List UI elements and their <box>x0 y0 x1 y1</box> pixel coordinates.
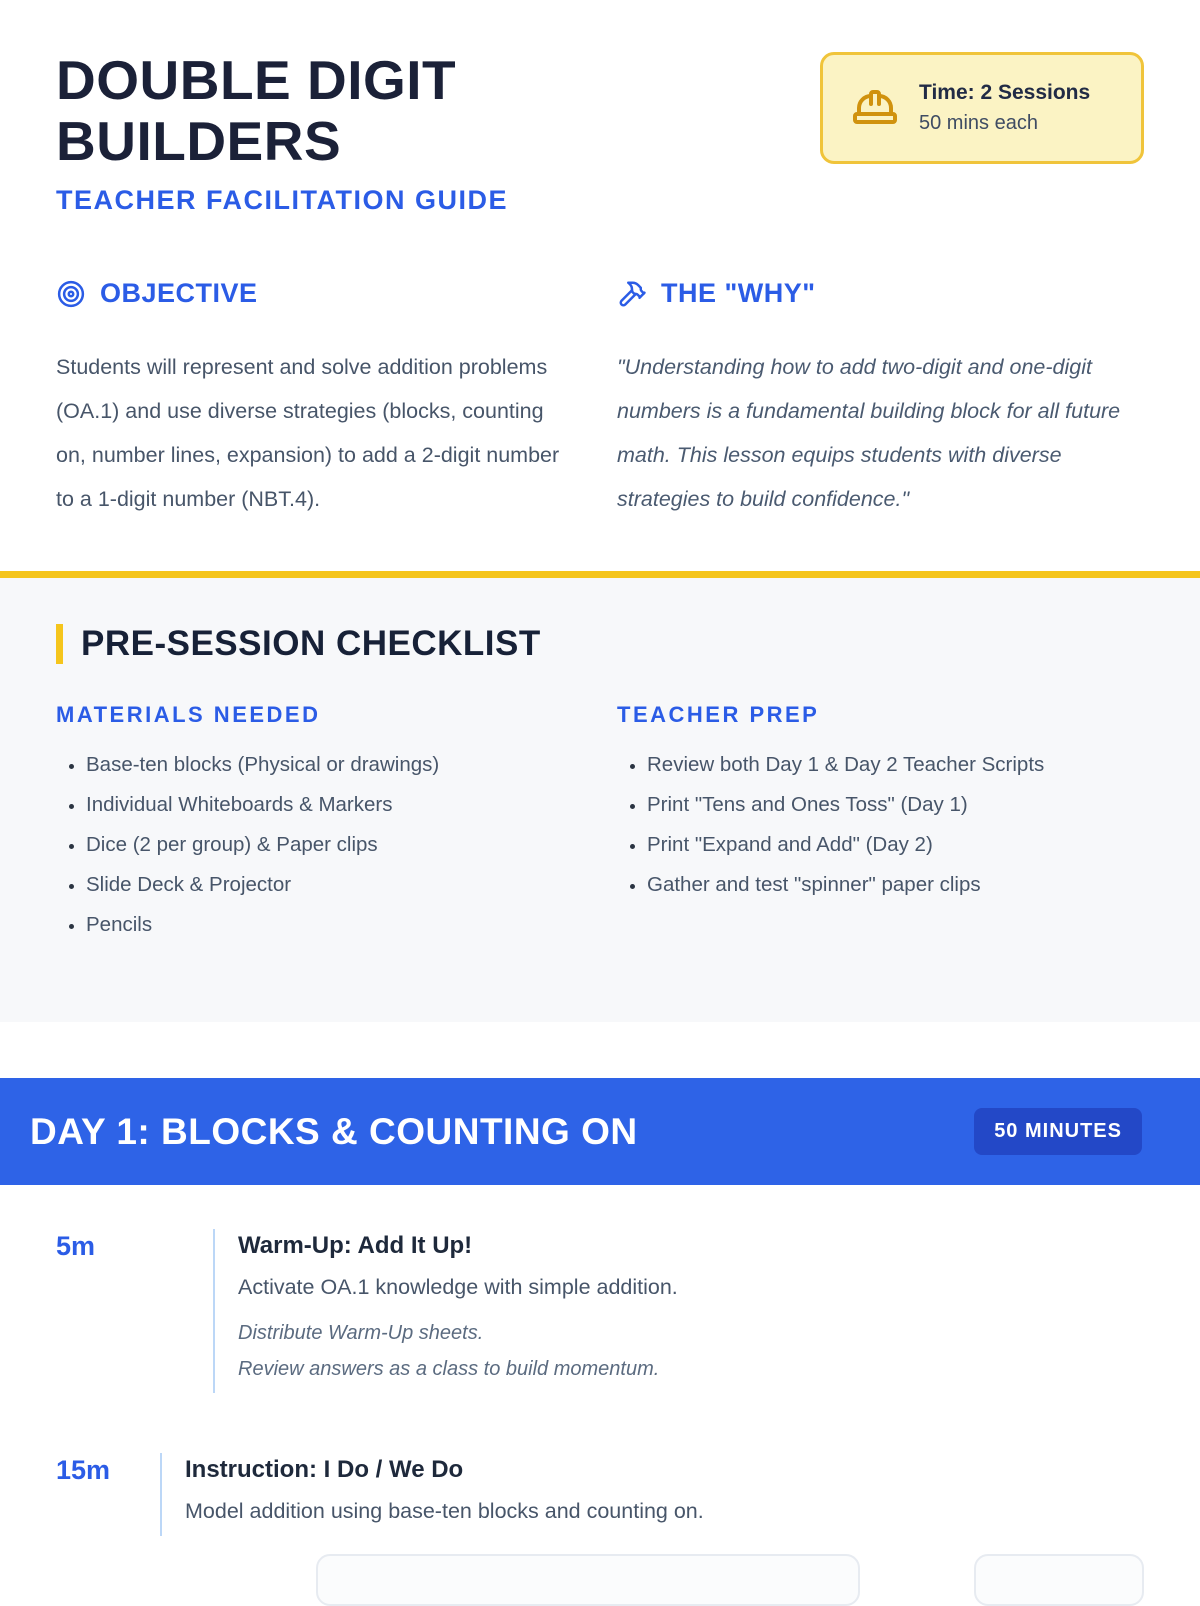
step-description: Model addition using base-ten blocks and counting on. <box>185 1499 704 1523</box>
why-section <box>617 278 1144 521</box>
objective-section <box>56 278 561 521</box>
list-item: • Dice (2 per group) & Paper clips <box>86 832 561 857</box>
step-content <box>213 1229 678 1393</box>
why-quote: "Understanding how to add two-digit and one-digit numbers is a fundamental building block for all future math. This lesson equips students with diverse strategies to build confidence." <box>617 355 1121 511</box>
script-line: Distribute Warm-Up sheets. <box>238 1322 484 1344</box>
pre-session-checklist-section <box>0 571 1200 1022</box>
list-item: • Pencils <box>86 912 561 937</box>
list-item: • Print "Expand and Add" (Day 2) <box>647 832 1144 857</box>
day1-title: DAY 1: BLOCKS & COUNTING ON <box>30 1110 638 1152</box>
materials-list <box>56 752 561 937</box>
hard-hat-icon <box>851 84 899 132</box>
target-icon <box>56 279 86 309</box>
step-time: 5m <box>56 1231 96 1261</box>
list-item: • Base-ten blocks (Physical or drawings) <box>86 752 561 777</box>
list-item: • Slide Deck & Projector <box>86 872 561 897</box>
header-text <box>56 50 696 216</box>
yellow-accent-bar <box>56 624 63 664</box>
step-time: 15m <box>56 1455 111 1485</box>
checklist-columns <box>56 702 1144 952</box>
step-title: Warm-Up: Add It Up! <box>238 1232 473 1259</box>
checklist-title: PRE-SESSION CHECKLIST <box>81 624 541 663</box>
overview-section <box>0 278 1200 521</box>
day1-steps <box>0 1229 1200 1606</box>
why-header <box>617 278 1144 309</box>
why-heading: THE "WHY" <box>661 278 816 308</box>
time-badge-line2: 50 mins each <box>919 112 1038 134</box>
lesson-title: DOUBLE DIGIT BUILDERS <box>56 49 457 172</box>
step-script <box>238 1322 678 1381</box>
checklist-title-row <box>56 624 1144 664</box>
step-title: Instruction: I Do / We Do <box>185 1456 464 1483</box>
day1-banner <box>0 1078 1200 1185</box>
script-line: Review answers as a class to build momentum. <box>238 1358 660 1380</box>
list-item: • Print "Tens and Ones Toss" (Day 1) <box>647 792 1144 817</box>
time-badge-line1: Time: 2 Sessions <box>919 81 1091 104</box>
partial-card-right <box>974 1554 1144 1606</box>
materials-column <box>56 702 561 952</box>
materials-heading: MATERIALS NEEDED <box>56 702 321 727</box>
prep-list <box>617 752 1144 897</box>
step-content <box>160 1453 704 1536</box>
hammer-icon <box>617 279 647 309</box>
objective-header <box>56 278 561 309</box>
step-description: Activate OA.1 knowledge with simple addition. <box>238 1275 678 1299</box>
doc-header <box>0 0 1200 216</box>
list-item: • Review both Day 1 & Day 2 Teacher Scripts <box>647 752 1144 777</box>
objective-heading: OBJECTIVE <box>100 278 258 308</box>
step-row <box>56 1453 1144 1536</box>
step-row <box>56 1229 1144 1393</box>
partial-cards-row <box>316 1554 1144 1606</box>
partial-card-left <box>316 1554 860 1606</box>
duration-badge: 50 MINUTES <box>974 1108 1142 1155</box>
list-item: • Individual Whiteboards & Markers <box>86 792 561 817</box>
prep-heading: TEACHER PREP <box>617 702 820 727</box>
prep-column <box>617 702 1144 952</box>
time-badge <box>820 52 1144 164</box>
time-badge-text <box>919 81 1090 135</box>
objective-body: Students will represent and solve addition problems (OA.1) and use diverse strategies (blocks, counting on, number lines, expansion) to add a 2-digit number to a 1-digit number (NBT.4). <box>56 355 560 511</box>
list-item: • Gather and test "spinner" paper clips <box>647 872 1144 897</box>
guide-subtitle: TEACHER FACILITATION GUIDE <box>56 185 508 215</box>
